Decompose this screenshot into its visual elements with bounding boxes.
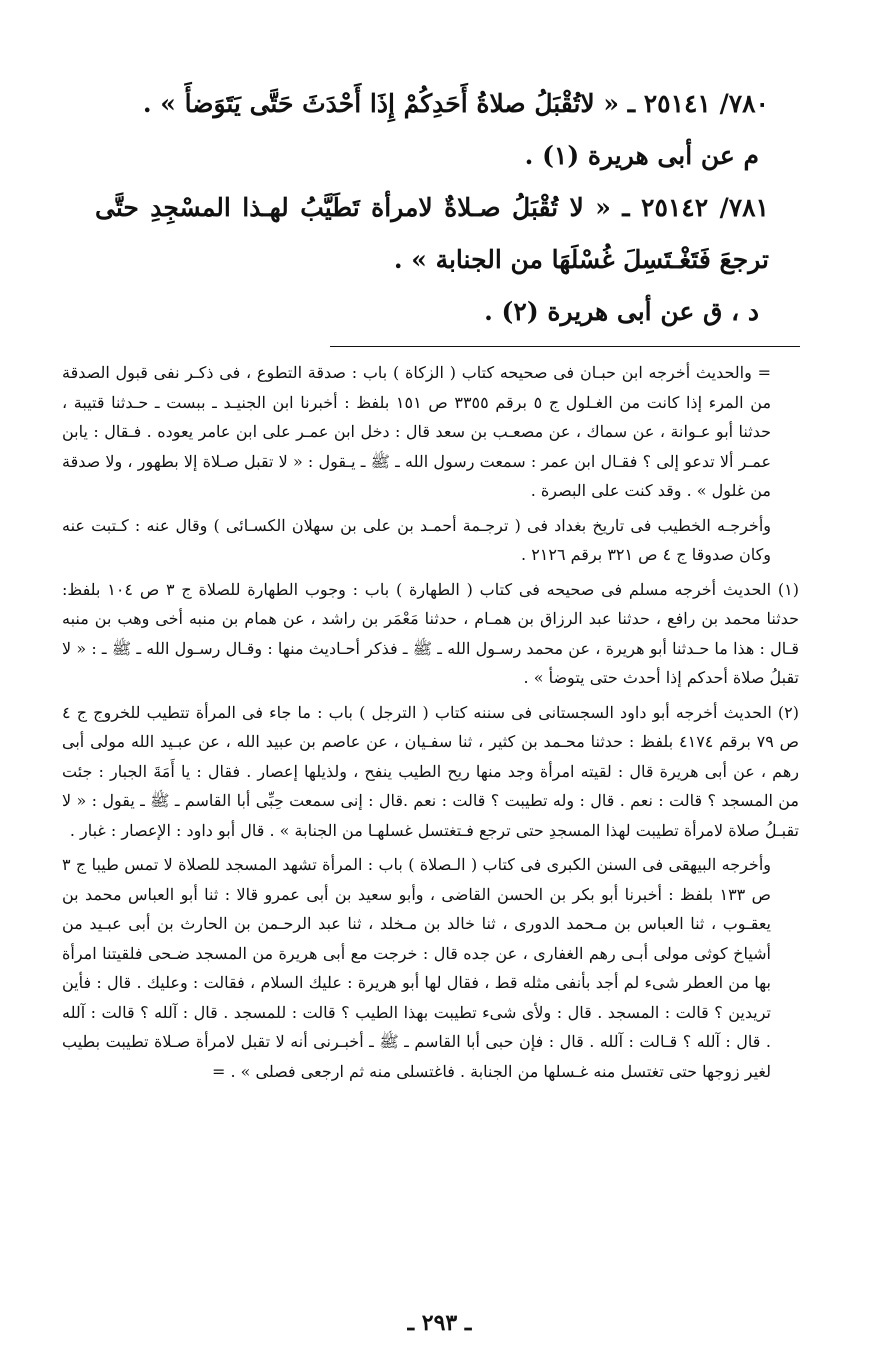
- footnote-continuation-2: وأخرجـه الخطيب فى تاريخ بغداد فى ( ترجـمة أحمـد بن على بن سهلان الكسـائى ) وقال عنه : كـتبت عنه وكان صدوقا ج ٤ ص ٣٢١ برقم ٢١٢٦ .: [62, 515, 771, 564]
- footnote-divider: [330, 346, 800, 347]
- hadith-781-source: د ، ق عن أبى هريرة (٢) .: [484, 297, 759, 326]
- footnote-2: (٢) الحديث أخرجه أبو داود السجستانى فى سننه كتاب ( الترجل ) باب : ما جاء فى المرأة تتطيب للخروج ج ٤ ص ٧٩ برقم ٤١٧٤ بلفظ : حدثنا محـمد بن كثير ، ثنا سفـيان ، عن عاصم بن عبيد الله ، عن عبـيد الله مولى أبى رهم ، عن أبى هريرة قال : لقيته امرأة وجد منها ريح الطيب ينفح ، ولذيلها إعصار . فقال : يا أَمَةَ الجبار : جئت من المسجد ؟ قالت : نعم . قال : وله تطيبت ؟ قالت : نعم .قال : إنى سمعت حِبِّى أبا القاسم ـ ﷺ ـ يقول : « لا تقبـلُ صلاة لامرأة تطيبت لهذا المسجدِ حتى ترجع فـتغتسل غسلهـا من الجنابة » . قال أبو داود : الإعصار : غبار .: [62, 702, 800, 840]
- footnote-continuation: = والحديث أخرجه ابن حبـان فى صحيحه كتاب ( الزكاة ) باب : صدقة التطوع ، فى ذكـر نفى قبول الصدقة من المرء إذا كانت من الغـلول ج ٥ برقم ٣٣٥٥ ص ١٥١ بلفظ : أخبرنا ابن الجنيـد ـ ببست ـ حـدثنا قتيبة ، حدثنا أبو عـوانة ، عن سماك ، عن مصعـب بن سعد قال : دخل ابن عمـر على ابن عامر يعوده . فـقال : يابن عمـر ألا تدعو إلى ؟ فقـال ابن عمر : سمعت رسول الله ـ ﷺ ـ يـقول : « لا تقبل صـلاة إلا بطهور ، ولا صدقة من غلول » . وقد كنت على البصرة .: [62, 363, 772, 500]
- page-number: ـ ٢٩٣ ـ: [407, 1310, 472, 1336]
- hadith-780: ٧٨٠/ ٢٥١٤١ ـ « لاتُقْبَلُ صلاةُ أَحَدِكُمْ إِذَا أَحْدَثَ حَتَّى يَتَوَضأَ » .: [142, 89, 769, 118]
- main-text: [95, 78, 769, 338]
- footnotes: [62, 358, 799, 1091]
- hadith-781: ٧٨١/ ٢٥١٤٢ ـ « لا تُقْبَلُ صـلاةٌ لامرأة تَطَيَّبُ لهـذا المسْجِدِ حتَّى ترجعَ فَتَغْـتَسِلَ غُسْلَهَا من الجنابة » .: [95, 193, 769, 274]
- footnote-2-continuation: وأخرجه البيهقى فى السنن الكبرى فى كتاب ( الـصلاة ) باب : المرأة تشهد المسجد للصلاة لا تمس طيبا ج ٣ ص ١٣٣ بلفظ : أخبرنا أبو بكر بن الحسن القاضى ، وأبو سعيد بن أبى عمرو قالا : ثنا أبو العباس محمد بن يعقـوب ، ثنا العباس بن مـحمد الدورى ، ثنا خالد بن مـخلد ، ثنا عبد الرحـمن بن الحارث بن أبى عبـيد من أشياخ كوثى مولى أبـى رهم الغفارى ، عن جده قال : خرجت مع أبى هريرة من المسجد ضـحى فلقيتنا امرأة بها من العطر شىء لم أجد بأنفى مثله قط ، فقال لها أبو هريرة : عليك السلام ، فقالت : وعليك . قال : فأين تريدين ؟ قالت : المسجد . قال : ولأى شىء تطيبت بهذا الطيب ؟ قالت : للمسجد . قال : آلله ؟ قالت : آلله . قال : آلله ؟ قـالت : آلله . قال : فإن حبى أبا القاسم ـ ﷺ ـ أخبـرنى أنه لا تقبل لامرأة صـلاة تطيبت بطيب لغير زوجها حتى تغتسل منه غـسلها من الجنابة . فاغتسلى منه ثم ارجعى فصلى » . =: [62, 855, 771, 1081]
- footnote-1: (١) الحديث أخرجه مسلم فى صحيحه فى كتاب ( الطهارة ) باب : وجوب الطهارة للصلاة ج ٣ ص ١٠٤ بلفظ: حدثنا محمد بن رافع ، حدثنا عبد الرزاق بن همـام ، حدثنا مَعْمَر بن راشد ، عن همام بن منبه أخى وهب بن منبه قـال : هذا ما حـدثنا أبو هريرة ، عن محمد رسـول الله ـ ﷺ ـ فذكر أحـاديث منها : وقـال رسـول الله ـ ﷺ ـ : « لا تقبلُ صلاة أحدكم إذا أحدث حتى يتوضأ » .: [62, 579, 800, 687]
- hadith-780-source: م عن أبى هريرة (١) .: [524, 141, 759, 170]
